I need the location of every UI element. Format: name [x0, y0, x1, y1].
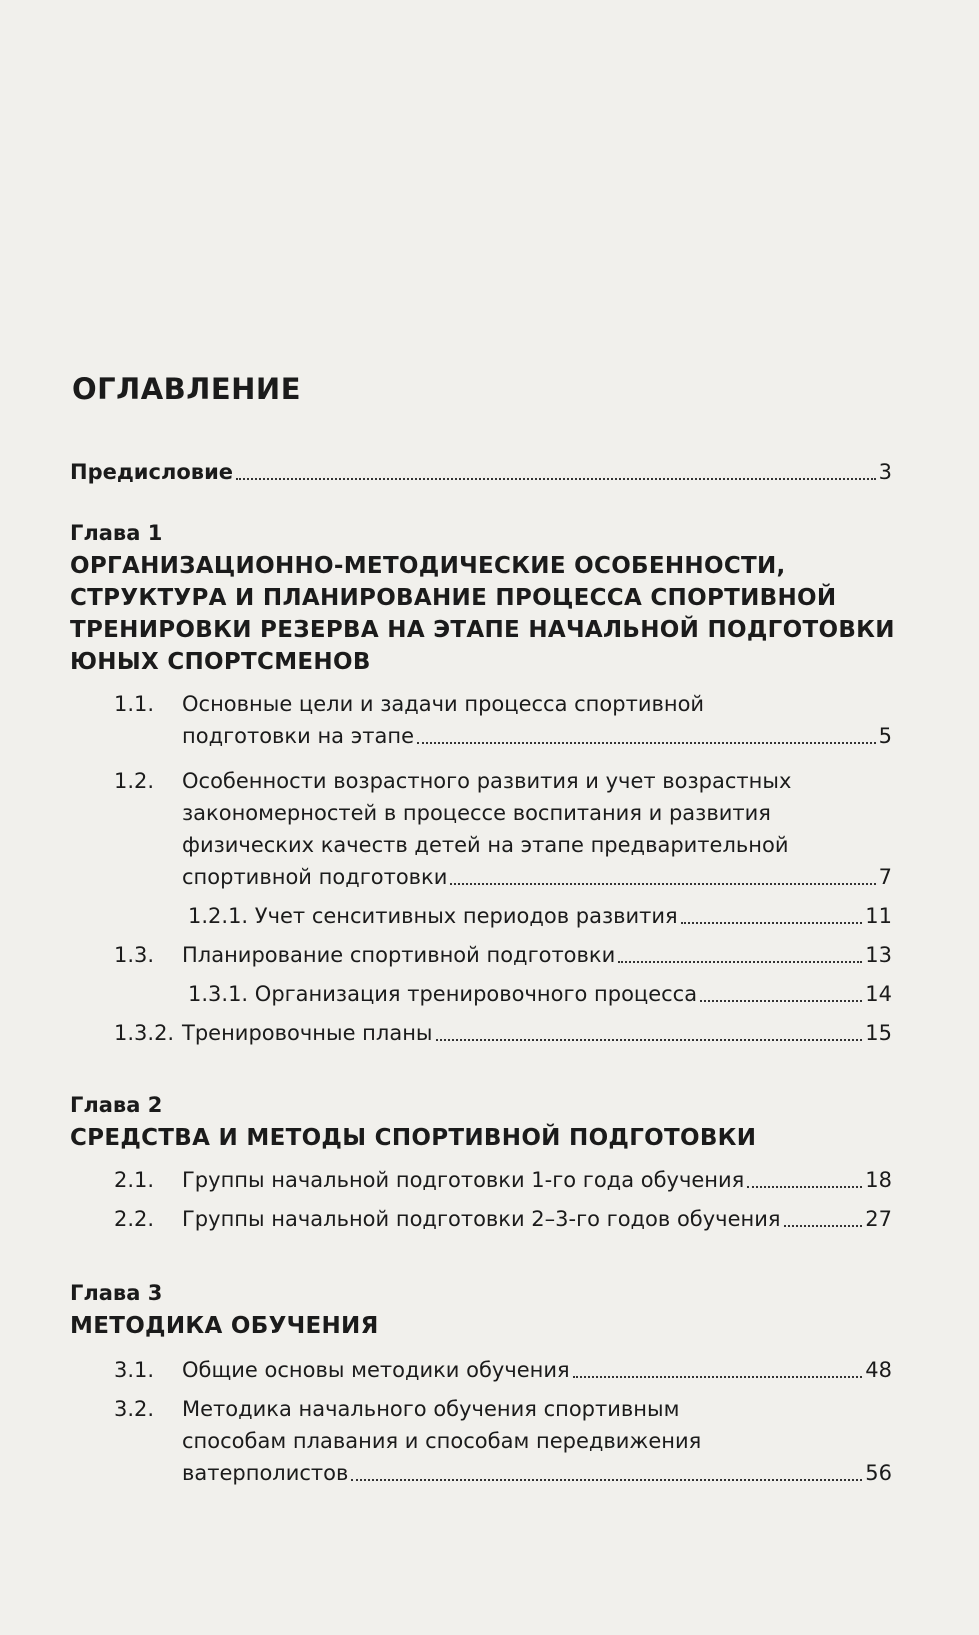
entry-line: Общие основы методики обучения: [182, 1358, 570, 1382]
entry-number: 1.2.: [114, 769, 155, 793]
leader-dots: [236, 478, 876, 480]
entry-number: 3.1.: [114, 1358, 155, 1382]
toc-entry-preface[interactable]: [70, 456, 892, 488]
entry-line: закономерностей в процессе воспитания и развития: [182, 801, 771, 825]
entry-line: Планирование спортивной подготовки: [182, 943, 616, 967]
toc-entry-1-3[interactable]: [114, 939, 892, 971]
toc-entry-1-2-1[interactable]: [188, 900, 892, 932]
leader-dots: [700, 1000, 862, 1002]
entry-line: спортивной подготовки: [182, 865, 448, 889]
entry-number: 2.2.: [114, 1207, 155, 1231]
toc-entry-1-1[interactable]: [114, 688, 892, 752]
toc-entry-2-1[interactable]: [114, 1164, 892, 1196]
entry-page-number: 56: [865, 1461, 892, 1485]
toc-entry-1-3-2[interactable]: [114, 1017, 892, 1049]
toc-entry-2-2[interactable]: [114, 1203, 892, 1235]
toc-entry-1-2[interactable]: [114, 765, 892, 893]
entry-page-number: 3: [878, 460, 892, 484]
leader-dots: [450, 883, 875, 885]
chapter-2-label: Глава 2: [70, 1093, 163, 1117]
leader-dots: [351, 1479, 862, 1481]
leader-dots: [681, 922, 863, 924]
entry-line: Особенности возрастного развития и учет возрастных: [182, 769, 792, 793]
entry-number: 1.3.: [114, 943, 155, 967]
entry-line: подготовки на этапе: [182, 724, 414, 748]
entry-page-number: 7: [878, 865, 892, 889]
entry-label: Предисловие: [70, 460, 234, 484]
leader-dots: [417, 742, 876, 744]
entry-line: Группы начальной подготовки 2–3-го годов обучения: [182, 1207, 781, 1231]
entry-line: 1.2.1. Учет сенситивных периодов развития: [188, 904, 678, 928]
entry-line: 1.3.1. Организация тренировочного процесса: [188, 982, 698, 1006]
entry-page-number: 5: [878, 724, 892, 748]
leader-dots: [436, 1039, 863, 1041]
entry-line: Методика начального обучения спортивным: [182, 1397, 680, 1421]
entry-line: физических качеств детей на этапе предварительной: [182, 833, 789, 857]
entry-page-number: 14: [865, 982, 892, 1006]
bleed-through-texture: [70, 118, 920, 138]
entry-line: способам плавания и способам передвижения: [182, 1429, 702, 1453]
toc-entry-3-1[interactable]: [114, 1354, 892, 1386]
toc-entry-1-3-1[interactable]: [188, 978, 892, 1010]
entry-line: ватерполистов: [182, 1461, 349, 1485]
entry-line: Основные цели и задачи процесса спортивной: [182, 692, 705, 716]
entry-number: 3.2.: [114, 1397, 155, 1421]
chapter-2-title: СРЕДСТВА И МЕТОДЫ СПОРТИВНОЙ ПОДГОТОВКИ: [70, 1125, 757, 1151]
chapter-1-title: ОРГАНИЗАЦИОННО-МЕТОДИЧЕСКИЕ ОСОБЕННОСТИ, СТРУКТУРА И ПЛАНИРОВАНИЕ ПРОЦЕССА СПОРТИВНОЙ ТРЕНИРОВКИ РЕЗЕРВА НА ЭТАПЕ НАЧАЛЬНОЙ ПОДГОТОВКИ ЮНЫХ СПОРТСМЕНОВ: [70, 553, 895, 675]
entry-line: Тренировочные планы: [182, 1021, 433, 1045]
entry-page-number: 11: [865, 904, 892, 928]
entry-number: 2.1.: [114, 1168, 155, 1192]
toc-entry-3-2[interactable]: [114, 1393, 892, 1489]
leader-dots: [747, 1186, 862, 1188]
entry-number: 1.3.2.: [114, 1021, 175, 1045]
leader-dots: [618, 961, 862, 963]
toc-title: ОГЛАВЛЕНИЕ: [72, 372, 302, 406]
entry-number: 1.1.: [114, 692, 155, 716]
leader-dots: [784, 1225, 863, 1227]
entry-page-number: 13: [865, 943, 892, 967]
leader-dots: [573, 1376, 863, 1378]
entry-page-number: 48: [865, 1358, 892, 1382]
chapter-3-label: Глава 3: [70, 1281, 163, 1305]
chapter-3-title: МЕТОДИКА ОБУЧЕНИЯ: [70, 1313, 379, 1339]
chapter-1-label: Глава 1: [70, 521, 163, 545]
entry-page-number: 15: [865, 1021, 892, 1045]
entry-page-number: 18: [865, 1168, 892, 1192]
entry-page-number: 27: [865, 1207, 892, 1231]
entry-line: Группы начальной подготовки 1-го года обучения: [182, 1168, 745, 1192]
